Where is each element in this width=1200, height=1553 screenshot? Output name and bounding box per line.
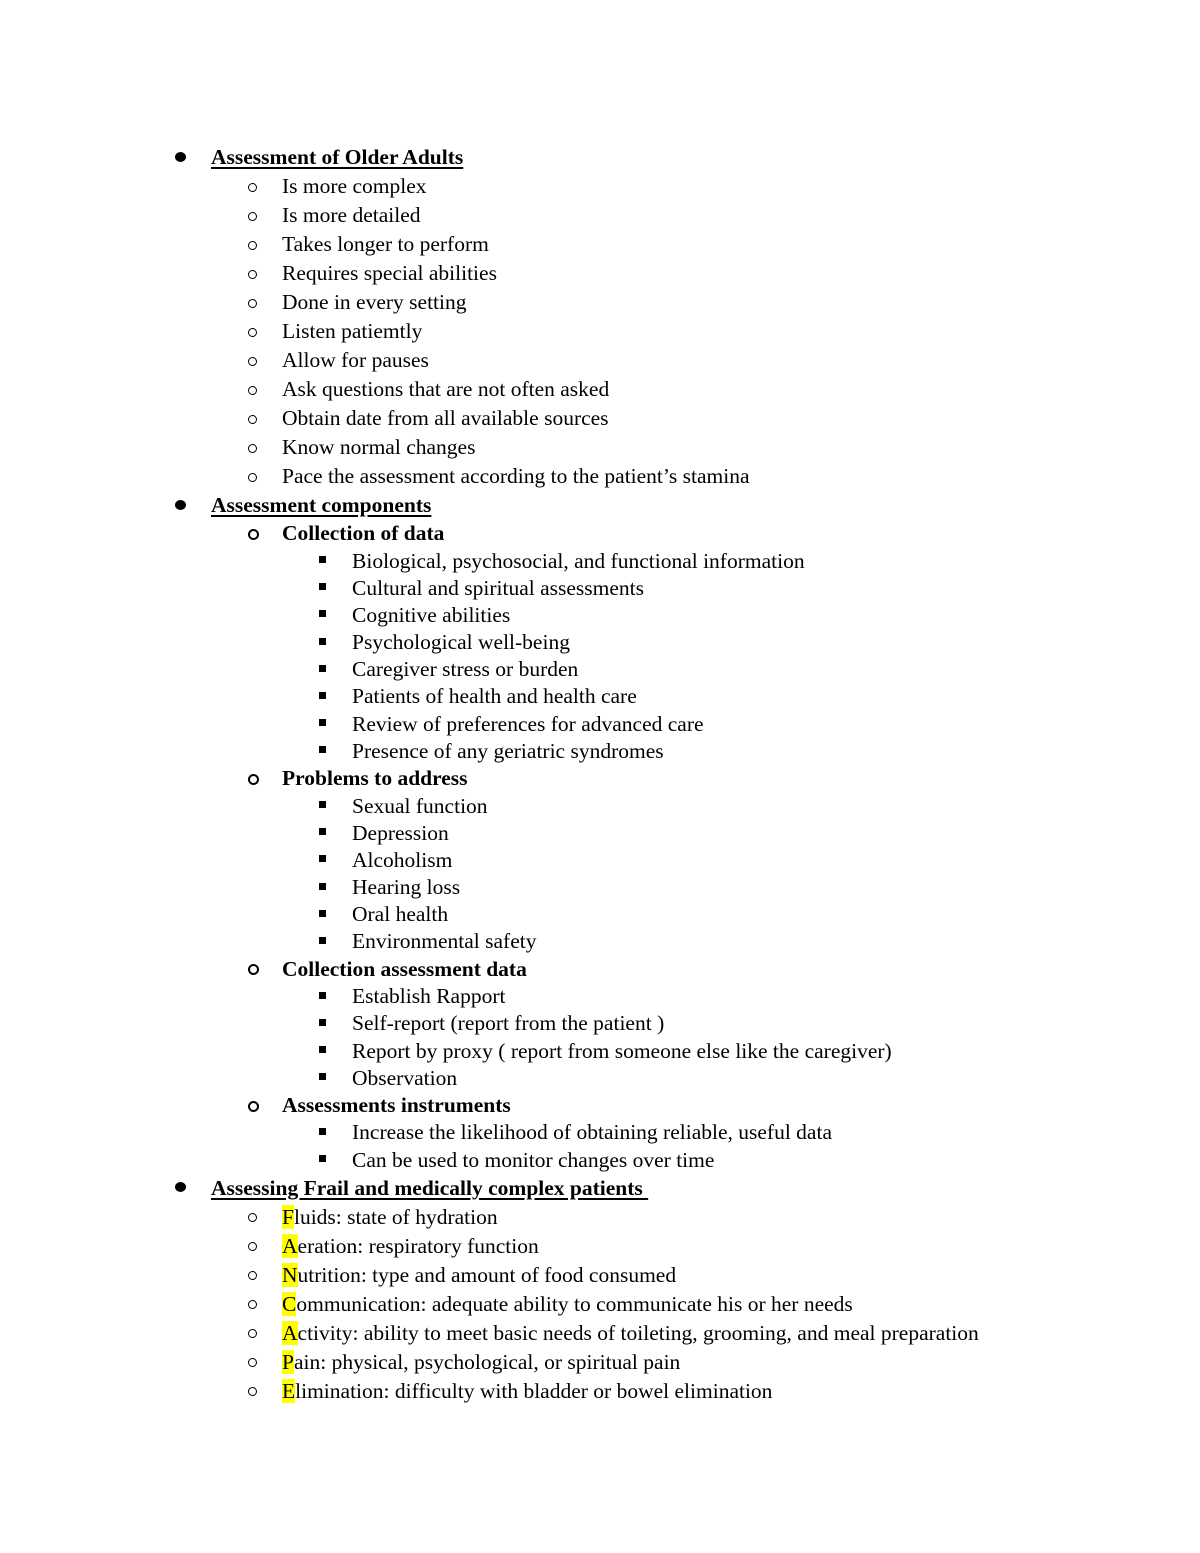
list-item: Environmental safety xyxy=(0,928,1200,955)
disc-bullet-icon xyxy=(175,500,186,510)
section-heading-row xyxy=(0,491,1200,520)
subsection-heading-row xyxy=(0,765,1200,793)
list-item: Can be used to monitor changes over time xyxy=(0,1147,1200,1174)
list-item: Increase the likelihood of obtaining reliable, useful data xyxy=(0,1119,1200,1146)
circle-bullet-icon xyxy=(248,241,257,250)
subsection-heading: Collection of data xyxy=(282,521,445,545)
square-bullet-icon xyxy=(319,828,326,835)
list-item: Nutrition: type and amount of food consumed xyxy=(0,1261,1200,1290)
circle-bullet-icon xyxy=(248,774,259,785)
list-item: Fluids: state of hydration xyxy=(0,1203,1200,1232)
subsection-heading: Collection assessment data xyxy=(282,956,527,981)
square-bullet-icon xyxy=(319,665,326,672)
section-heading-row xyxy=(0,1174,1200,1203)
list-item: Caregiver stress or burden xyxy=(0,656,1200,683)
list-item: Listen patiemtly xyxy=(0,317,1200,346)
list-item: Know normal changes xyxy=(0,433,1200,462)
list-item: Done in every setting xyxy=(0,288,1200,317)
circle-bullet-icon xyxy=(248,1101,259,1112)
circle-bullet-icon xyxy=(248,1300,257,1309)
square-bullet-icon xyxy=(319,638,326,645)
square-bullet-icon xyxy=(319,937,326,944)
circle-bullet-icon xyxy=(248,183,257,192)
list-item: Allow for pauses xyxy=(0,346,1200,375)
list-item: Hearing loss xyxy=(0,874,1200,901)
list-item: Takes longer to perform xyxy=(0,230,1200,259)
square-bullet-icon xyxy=(319,1073,326,1080)
list-item: Pace the assessment according to the patient’s stamina xyxy=(0,462,1200,491)
list-item: Elimination: difficulty with bladder or bowel elimination xyxy=(0,1377,1200,1406)
list-item: Activity: ability to meet basic needs of toileting, grooming, and meal preparation xyxy=(0,1319,1200,1348)
highlighted-initial: A xyxy=(282,1233,298,1258)
section-heading-row xyxy=(0,143,1200,172)
square-bullet-icon xyxy=(319,992,326,999)
list-item: Presence of any geriatric syndromes xyxy=(0,738,1200,765)
highlighted-initial: A xyxy=(282,1320,298,1345)
square-bullet-icon xyxy=(319,1128,326,1135)
square-bullet-icon xyxy=(319,583,326,590)
list-item: Observation xyxy=(0,1065,1200,1092)
list-item: Obtain date from all available sources xyxy=(0,404,1200,433)
highlighted-initial: P xyxy=(282,1349,294,1374)
list-item: Psychological well-being xyxy=(0,629,1200,656)
list-item: Report by proxy ( report from someone else like the caregiver) xyxy=(0,1038,1200,1065)
list-item: Patients of health and health care xyxy=(0,683,1200,710)
section-frail-patients xyxy=(0,1174,1200,1406)
highlighted-initial: E xyxy=(282,1378,296,1403)
square-bullet-icon xyxy=(319,1019,326,1026)
highlighted-initial: C xyxy=(282,1291,297,1316)
subsection-heading-row xyxy=(0,956,1200,984)
subsection-heading-row xyxy=(0,1092,1200,1120)
list-item: Cultural and spiritual assessments xyxy=(0,575,1200,602)
disc-bullet-icon xyxy=(175,1182,186,1192)
circle-bullet-icon xyxy=(248,473,257,482)
circle-bullet-icon xyxy=(248,270,257,279)
list-item: Is more complex xyxy=(0,172,1200,201)
circle-bullet-icon xyxy=(248,964,259,975)
highlighted-initial: F xyxy=(282,1204,294,1229)
highlighted-initial: N xyxy=(282,1262,298,1287)
square-bullet-icon xyxy=(319,746,326,753)
circle-bullet-icon xyxy=(248,444,257,453)
circle-bullet-icon xyxy=(248,386,257,395)
square-bullet-icon xyxy=(319,719,326,726)
circle-bullet-icon xyxy=(248,1329,257,1338)
list-item: Self-report (report from the patient ) xyxy=(0,1010,1200,1037)
subsection-heading-row xyxy=(0,520,1200,548)
circle-bullet-icon xyxy=(248,299,257,308)
square-bullet-icon xyxy=(319,855,326,862)
square-bullet-icon xyxy=(319,692,326,699)
square-bullet-icon xyxy=(319,801,326,808)
square-bullet-icon xyxy=(319,610,326,617)
section-heading: Assessing Frail and medically complex patients xyxy=(211,1175,649,1200)
circle-bullet-icon xyxy=(248,1387,257,1396)
list-item: Cognitive abilities xyxy=(0,602,1200,629)
circle-bullet-icon xyxy=(248,357,257,366)
list-item: Pain: physical, psychological, or spiritual pain xyxy=(0,1348,1200,1377)
circle-bullet-icon xyxy=(248,1242,257,1251)
circle-bullet-icon xyxy=(248,415,257,424)
square-bullet-icon xyxy=(319,910,326,917)
section-heading: Assessment of Older Adults xyxy=(211,145,464,169)
section-assessment-components xyxy=(0,491,1200,1174)
square-bullet-icon xyxy=(319,556,326,563)
circle-bullet-icon xyxy=(248,212,257,221)
square-bullet-icon xyxy=(319,1155,326,1162)
circle-bullet-icon xyxy=(248,1213,257,1222)
circle-bullet-icon xyxy=(248,1358,257,1367)
disc-bullet-icon xyxy=(175,152,186,162)
list-item: Ask questions that are not often asked xyxy=(0,375,1200,404)
square-bullet-icon xyxy=(319,883,326,890)
list-item: Requires special abilities xyxy=(0,259,1200,288)
list-item: Oral health xyxy=(0,901,1200,928)
square-bullet-icon xyxy=(319,1046,326,1053)
list-item: Communication: adequate ability to communicate his or her needs xyxy=(0,1290,1200,1319)
list-item: Biological, psychosocial, and functional information xyxy=(0,548,1200,575)
circle-bullet-icon xyxy=(248,328,257,337)
section-assessment-of-older-adults xyxy=(0,143,1200,491)
list-item: Is more detailed xyxy=(0,201,1200,230)
circle-bullet-icon xyxy=(248,1271,257,1280)
section-heading: Assessment components xyxy=(211,493,432,517)
document-page xyxy=(0,143,1200,1406)
circle-bullet-icon xyxy=(248,529,259,540)
subsection-heading: Assessments instruments xyxy=(282,1092,511,1117)
list-item: Establish Rapport xyxy=(0,983,1200,1010)
list-item: Aeration: respiratory function xyxy=(0,1232,1200,1261)
list-item: Sexual function xyxy=(0,793,1200,820)
subsection-heading: Problems to address xyxy=(282,766,468,790)
list-item: Review of preferences for advanced care xyxy=(0,711,1200,738)
list-item: Alcoholism xyxy=(0,847,1200,874)
list-item: Depression xyxy=(0,820,1200,847)
